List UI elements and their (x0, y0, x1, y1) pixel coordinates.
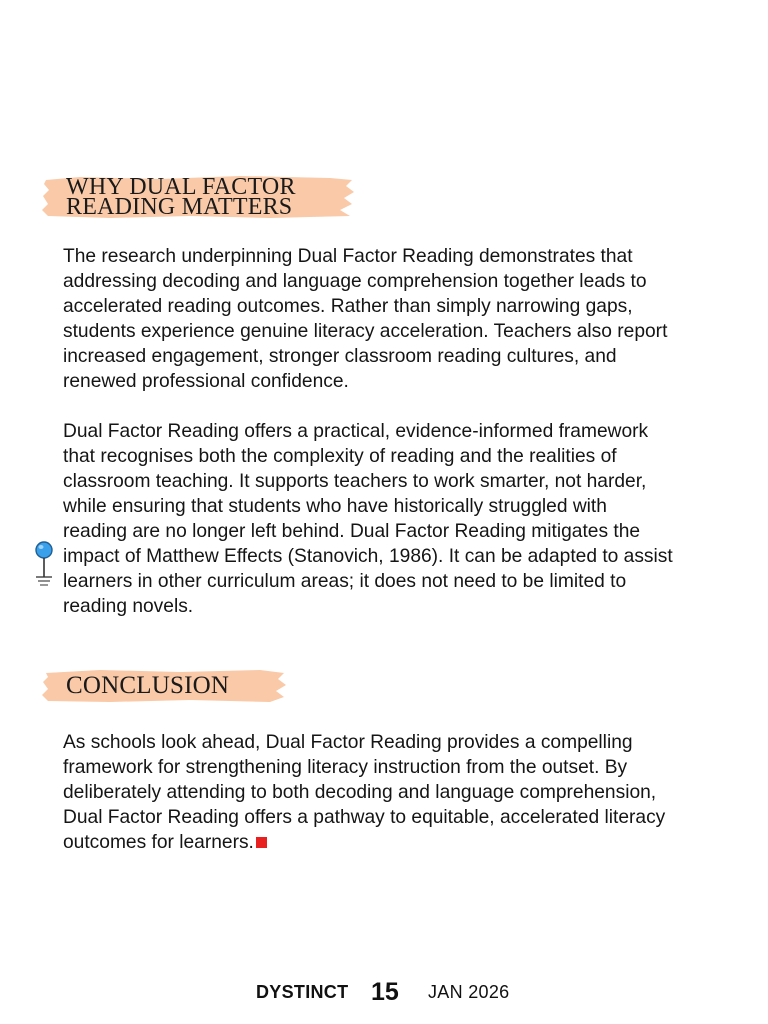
body-paragraph: Dual Factor Reading offers a practical, evidence-informed framework that recognises both the complexity of reading and the realities of classroom teaching. It supports teachers to work smarter, not harder, while ensuring that students who have historically struggled with reading are no longer left behind. Dual Factor Reading mitigates the impact of Matthew Effects (Stanovich, 1986). It can be adapted to assist learners in other curriculum areas; it does not need to be limited to reading novels. (63, 421, 673, 617)
end-of-article-square-icon (256, 837, 267, 848)
page-footer (0, 978, 768, 1008)
publication-name: DYSTINCT (256, 982, 349, 1002)
body-paragraph: The research underpinning Dual Factor Reading demonstrates that addressing decoding and language comprehension together leads to accelerated reading outcomes. Rather than simply narrowing gaps, students experience genuine literacy acceleration. Teachers also report increased engagement, stronger classroom reading cultures, and renewed professional confidence. (63, 246, 668, 392)
page-heading: WHY DUAL FACTOR READING MATTERS (66, 174, 296, 220)
body-paragraph: As schools look ahead, Dual Factor Reading provides a compelling framework for strengthening literacy instruction from the outset. By deliberately attending to both decoding and language comprehension, Dual Factor Reading offers a pathway to equitable, accelerated literacy outcomes for learners. (63, 732, 666, 853)
page-number: 15 (371, 978, 399, 1006)
section-heading-conclusion (40, 668, 290, 704)
section-heading-why-dual-factor (40, 174, 358, 220)
map-pin-icon (33, 541, 55, 587)
issue-date: JAN 2026 (428, 982, 510, 1002)
section-title: CONCLUSION (66, 672, 230, 699)
